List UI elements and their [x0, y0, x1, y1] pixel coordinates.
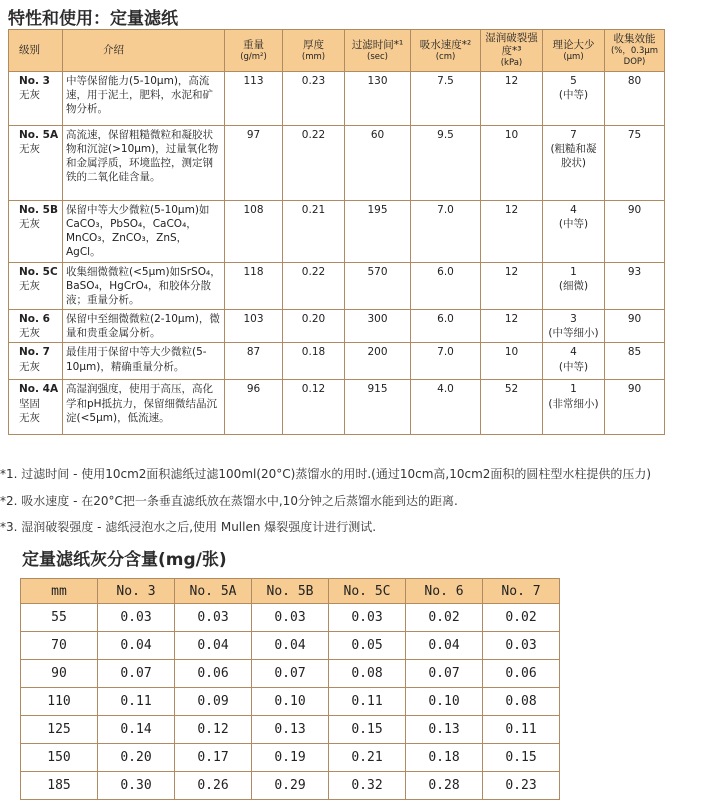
table-row: [9, 200, 665, 262]
ash-value-cell: 0.29: [252, 772, 329, 800]
table-row: [9, 71, 665, 125]
ash-value-cell: 0.20: [98, 744, 175, 772]
diameter-cell: 70: [21, 632, 98, 660]
header-thickness: 厚度 (mm): [283, 30, 345, 72]
burst-cell: 12: [481, 262, 543, 310]
header-intro: 介绍: [63, 30, 225, 72]
diameter-cell: 125: [21, 716, 98, 744]
ash-value-cell: 0.15: [329, 716, 406, 744]
ash-header-cell: No. 3: [98, 579, 175, 604]
footnote-3: *3. 湿润破裂强度 - 滤纸浸泡水之后,使用 Mullen 爆裂强度计进行测试.: [0, 520, 377, 534]
header-grade: 级别: [9, 30, 63, 72]
description-cell: 最佳用于保留中等大少微粒(5-10μm)，精确重量分析。: [63, 343, 225, 380]
ash-header-cell: mm: [21, 579, 98, 604]
header-burst-strength: 湿润破裂强度*³ (kPa): [481, 30, 543, 72]
grade-cell: No. 5B 无灰: [9, 200, 63, 262]
diameter-cell: 90: [21, 660, 98, 688]
size-cell: 1 (非常细小): [543, 380, 605, 435]
weight-cell: 113: [225, 71, 283, 125]
efficiency-cell: 90: [605, 380, 665, 435]
ash-value-cell: 0.32: [329, 772, 406, 800]
ash-header-cell: No. 5A: [175, 579, 252, 604]
efficiency-cell: 85: [605, 343, 665, 380]
burst-cell: 12: [481, 71, 543, 125]
thickness-cell: 0.20: [283, 310, 345, 343]
table-row: [21, 660, 560, 688]
ash-value-cell: 0.18: [406, 744, 483, 772]
ash-value-cell: 0.03: [98, 604, 175, 632]
ash-value-cell: 0.03: [252, 604, 329, 632]
absorb-cell: 7.0: [411, 200, 481, 262]
grade-cell: No. 5A 无灰: [9, 125, 63, 200]
table-row: [21, 632, 560, 660]
ash-value-cell: 0.03: [329, 604, 406, 632]
diameter-cell: 55: [21, 604, 98, 632]
weight-cell: 103: [225, 310, 283, 343]
thickness-cell: 0.22: [283, 262, 345, 310]
header-weight: 重量 (g/m²): [225, 30, 283, 72]
weight-cell: 97: [225, 125, 283, 200]
efficiency-cell: 80: [605, 71, 665, 125]
description-cell: 收集细微微粒(<5μm)如SrSO₄，BaSO₄，HgCrO₄，和胶体分散液；重量分析。: [63, 262, 225, 310]
footnote-2: *2. 吸水速度 - 在20°C把一条垂直滤纸放在蒸馏水中,10分钟之后蒸馏水能到达的距离.: [0, 494, 458, 508]
ash-content-title: 定量滤纸灰分含量(mg/张): [22, 550, 227, 570]
ash-value-cell: 0.04: [175, 632, 252, 660]
burst-cell: 12: [481, 310, 543, 343]
table-row: [21, 744, 560, 772]
ash-value-cell: 0.10: [406, 688, 483, 716]
weight-cell: 87: [225, 343, 283, 380]
table-header-row: [21, 579, 560, 604]
description-cell: 高流速，保留粗糙微粒和凝胶状物和沉淀(>10μm)，过量氧化物和金属浮质，环境监控，测定钢铁的二氧化硅含量。: [63, 125, 225, 200]
efficiency-cell: 93: [605, 262, 665, 310]
thickness-cell: 0.12: [283, 380, 345, 435]
ash-value-cell: 0.03: [175, 604, 252, 632]
table-row: [9, 343, 665, 380]
weight-cell: 118: [225, 262, 283, 310]
description-cell: 高湿润强度，使用于高压，高化学和pH抵抗力，保留细微结晶沉淀(<5μm)，低流速。: [63, 380, 225, 435]
header-filter-time: 过滤时间*¹ (sec): [345, 30, 411, 72]
ash-value-cell: 0.14: [98, 716, 175, 744]
size-cell: 7 (粗糙和凝胶状): [543, 125, 605, 200]
grade-cell: No. 7 无灰: [9, 343, 63, 380]
ash-value-cell: 0.11: [98, 688, 175, 716]
ash-value-cell: 0.05: [329, 632, 406, 660]
filter-time-cell: 300: [345, 310, 411, 343]
absorb-cell: 4.0: [411, 380, 481, 435]
thickness-cell: 0.23: [283, 71, 345, 125]
efficiency-cell: 75: [605, 125, 665, 200]
ash-header-cell: No. 7: [483, 579, 560, 604]
absorb-cell: 6.0: [411, 310, 481, 343]
grade-cell: No. 3 无灰: [9, 71, 63, 125]
ash-value-cell: 0.13: [406, 716, 483, 744]
absorb-cell: 6.0: [411, 262, 481, 310]
ash-value-cell: 0.09: [175, 688, 252, 716]
weight-cell: 96: [225, 380, 283, 435]
thickness-cell: 0.18: [283, 343, 345, 380]
ash-value-cell: 0.28: [406, 772, 483, 800]
ash-value-cell: 0.04: [406, 632, 483, 660]
filter-time-cell: 195: [345, 200, 411, 262]
ash-value-cell: 0.07: [98, 660, 175, 688]
size-cell: 4 (中等): [543, 343, 605, 380]
ash-value-cell: 0.23: [483, 772, 560, 800]
ash-value-cell: 0.11: [329, 688, 406, 716]
description-cell: 中等保留能力(5-10μm)，高流速，用于泥土，肥料，水泥和矿物分析。: [63, 71, 225, 125]
ash-value-cell: 0.10: [252, 688, 329, 716]
ash-value-cell: 0.04: [252, 632, 329, 660]
ash-value-cell: 0.19: [252, 744, 329, 772]
ash-value-cell: 0.08: [483, 688, 560, 716]
ash-value-cell: 0.04: [98, 632, 175, 660]
ash-value-cell: 0.06: [483, 660, 560, 688]
absorb-cell: 7.0: [411, 343, 481, 380]
efficiency-cell: 90: [605, 310, 665, 343]
table-row: [21, 688, 560, 716]
size-cell: 3 (中等细小): [543, 310, 605, 343]
table-row: [9, 380, 665, 435]
filter-time-cell: 60: [345, 125, 411, 200]
description-cell: 保留中等大少微粒(5-10μm)如CaCO₃，PbSO₄，CaCO₄，MnCO₃，ZnCO₃，ZnS，AgCl。: [63, 200, 225, 262]
ash-value-cell: 0.26: [175, 772, 252, 800]
footnote-1: *1. 过滤时间 - 使用10cm2面积滤纸过滤100ml(20°C)蒸馏水的用时.(通过10cm高,10cm2面积的圆柱型水柱提供的压力): [0, 467, 652, 481]
absorb-cell: 9.5: [411, 125, 481, 200]
ash-value-cell: 0.07: [252, 660, 329, 688]
filter-time-cell: 915: [345, 380, 411, 435]
table-row: [21, 772, 560, 800]
ash-value-cell: 0.03: [483, 632, 560, 660]
ash-value-cell: 0.08: [329, 660, 406, 688]
ash-value-cell: 0.06: [175, 660, 252, 688]
table-header-row: [9, 30, 665, 72]
ash-value-cell: 0.07: [406, 660, 483, 688]
description-cell: 保留中至细微微粒(2-10μm)，微量和贵重金属分析。: [63, 310, 225, 343]
ash-header-cell: No. 5B: [252, 579, 329, 604]
ash-header-cell: No. 5C: [329, 579, 406, 604]
weight-cell: 108: [225, 200, 283, 262]
size-cell: 1 (细微): [543, 262, 605, 310]
thickness-cell: 0.21: [283, 200, 345, 262]
ash-value-cell: 0.11: [483, 716, 560, 744]
table-row: [9, 125, 665, 200]
diameter-cell: 150: [21, 744, 98, 772]
burst-cell: 10: [481, 343, 543, 380]
diameter-cell: 110: [21, 688, 98, 716]
absorb-cell: 7.5: [411, 71, 481, 125]
ash-value-cell: 0.17: [175, 744, 252, 772]
grade-cell: No. 6 无灰: [9, 310, 63, 343]
ash-content-table: [20, 578, 560, 800]
burst-cell: 52: [481, 380, 543, 435]
table-row: [9, 310, 665, 343]
grade-cell: No. 5C 无灰: [9, 262, 63, 310]
diameter-cell: 185: [21, 772, 98, 800]
table-row: [21, 716, 560, 744]
ash-value-cell: 0.21: [329, 744, 406, 772]
ash-value-cell: 0.12: [175, 716, 252, 744]
size-cell: 4 (中等): [543, 200, 605, 262]
page-title: 特性和使用：定量滤纸: [8, 9, 178, 29]
size-cell: 5 (中等): [543, 71, 605, 125]
filter-time-cell: 570: [345, 262, 411, 310]
burst-cell: 10: [481, 125, 543, 200]
efficiency-cell: 90: [605, 200, 665, 262]
header-absorb-speed: 吸水速度*² (cm): [411, 30, 481, 72]
ash-header-cell: No. 6: [406, 579, 483, 604]
ash-value-cell: 0.02: [483, 604, 560, 632]
ash-value-cell: 0.15: [483, 744, 560, 772]
header-particle-size: 理论大少 (μm): [543, 30, 605, 72]
table-row: [9, 262, 665, 310]
filter-paper-properties-table: [8, 29, 665, 435]
ash-value-cell: 0.02: [406, 604, 483, 632]
table-row: [21, 604, 560, 632]
grade-cell: No. 4A 坚固 无灰: [9, 380, 63, 435]
filter-time-cell: 200: [345, 343, 411, 380]
header-collection-eff: 收集效能 (%，0.3μm DOP): [605, 30, 665, 72]
ash-value-cell: 0.30: [98, 772, 175, 800]
burst-cell: 12: [481, 200, 543, 262]
thickness-cell: 0.22: [283, 125, 345, 200]
ash-value-cell: 0.13: [252, 716, 329, 744]
filter-time-cell: 130: [345, 71, 411, 125]
